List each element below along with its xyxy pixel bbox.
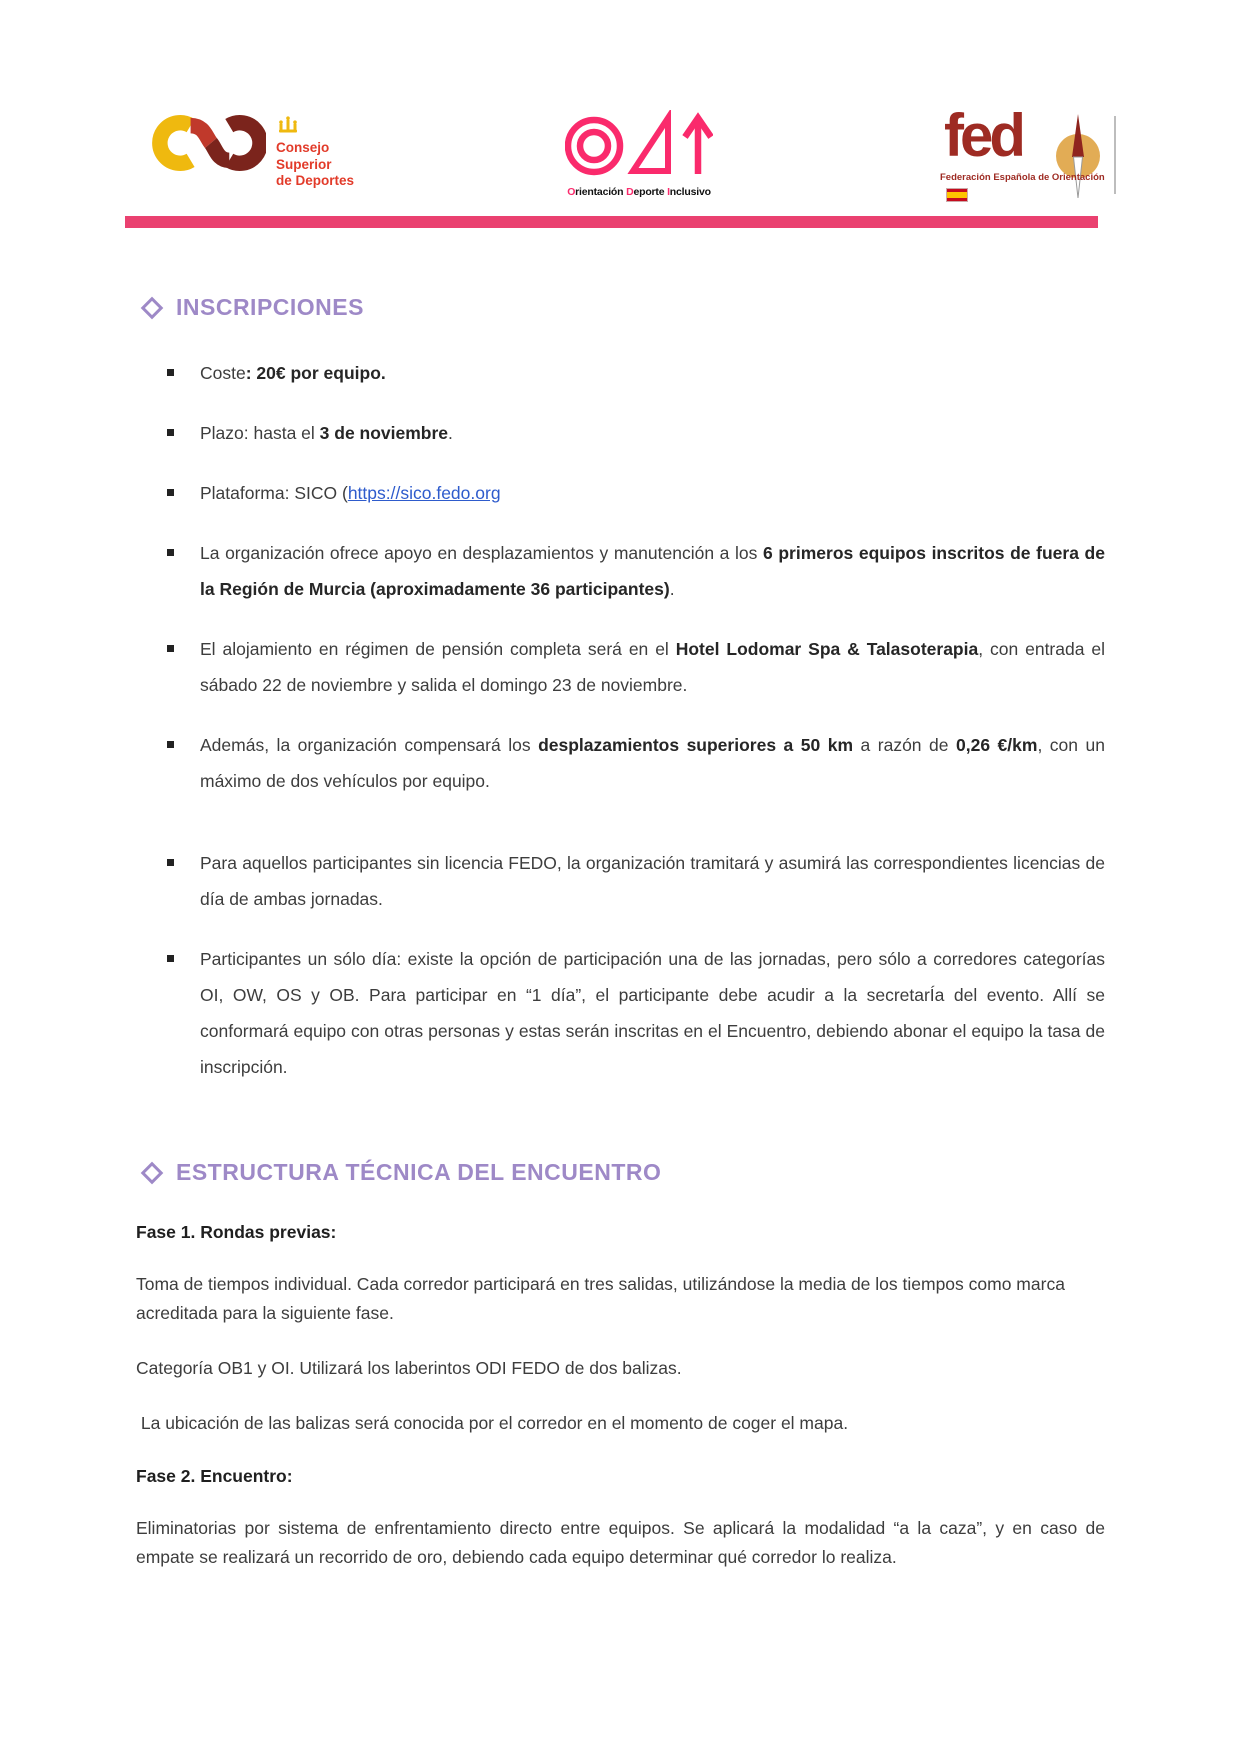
csd-mark-icon — [150, 114, 266, 172]
paragraph: Toma de tiempos individual. Cada corredor participará en tres salidas, utilizándose la media de los tiempos como marca acreditada para la siguiente fase. — [136, 1274, 1065, 1323]
header-rule — [125, 216, 1098, 228]
text-segment: Participantes un sólo día: existe la opción de participación una de las jornadas, pero sólo a corredores categorías OI, OW, OS y OB. Para participar en “1 día”, el participante debe acudir a la secretarÍa del evento. Allí se conformará equipo con otras personas y estas serán inscritas en el Encuentro, debiendo abonar el equipo la tasa de inscripción. — [200, 949, 1105, 1077]
paragraph: La ubicación de las balizas será conocida por el corredor en el momento de coger el mapa. — [136, 1413, 849, 1433]
text-segment: 0,26 €/km — [956, 735, 1038, 755]
text-segment: eporte — [633, 186, 668, 198]
bullet-square-icon — [167, 549, 174, 556]
text-segment: O — [567, 186, 576, 198]
bullet-square-icon — [167, 741, 174, 748]
bullet-item — [136, 535, 1105, 607]
bullet-item — [136, 631, 1105, 703]
section-title-text: ESTRUCTURA TÉCNICA DEL ENCUENTRO — [176, 1159, 662, 1185]
text-segment: , con entrada el sábado 22 de noviembre y salida el domingo 23 de noviembre. — [200, 639, 1105, 695]
header-separator-line — [1114, 116, 1116, 194]
section-title-text: INSCRIPCIONES — [176, 294, 364, 320]
text-segment: 6 primeros equipos inscritos de fuera de la Región de Murcia (aproximadamente 36 participantes) — [200, 543, 1105, 599]
text-segment: El alojamiento en régimen de pensión completa será en el — [200, 639, 676, 659]
text-segment: a razón de — [853, 735, 956, 755]
document-body — [136, 294, 1105, 1592]
bullet-square-icon — [167, 859, 174, 866]
bullet-item — [136, 941, 1105, 1085]
bullet-text — [200, 639, 1105, 695]
bullet-item — [136, 727, 1105, 799]
phase-heading: Fase 1. Rondas previas: — [136, 1222, 337, 1242]
bullet-text — [200, 423, 453, 443]
bullet-text — [200, 853, 1105, 909]
bullet-item — [136, 475, 1105, 511]
text-segment: , con un máximo de dos vehículos por equipo. — [200, 735, 1105, 791]
paragraph: Eliminatorias por sistema de enfrentamiento directo entre equipos. Se aplicará la modalidad “a la caza”, y en caso de empate se realizará un recorrido de oro, debiendo cada equipo determinar qué corredor lo realiza. — [136, 1518, 1105, 1567]
odi-symbol-icon — [565, 110, 713, 180]
text-segment: nclusivo — [669, 186, 711, 198]
crown-icon — [276, 116, 300, 134]
text-segment: Plataforma: SICO ( — [200, 483, 348, 503]
text-segment: desplazamientos superiores a 50 km — [538, 735, 854, 755]
csd-caption-line: Consejo — [276, 140, 330, 155]
bullet-text — [200, 483, 501, 503]
text-segment: . — [669, 579, 675, 599]
text-segment: rientación — [575, 186, 627, 198]
diamond-icon — [141, 1161, 164, 1184]
odi-logo — [561, 110, 717, 198]
bullet-text — [200, 363, 386, 383]
section-title-inscripciones — [136, 294, 1105, 321]
text-segment: Coste — [200, 363, 246, 383]
inline-link[interactable]: https://sico.fedo.org — [347, 483, 501, 503]
page-header — [0, 0, 1241, 240]
inscripciones-list — [136, 355, 1105, 1085]
text-segment: Para aquellos participantes sin licencia FEDO, la organización tramitará y asumirá las correspondientes licencias de día de ambas jornadas. — [200, 853, 1105, 909]
text-segment: Además, la organización compensará los — [200, 735, 539, 755]
bullet-text — [200, 543, 1105, 599]
bullet-text — [200, 949, 1105, 1077]
csd-caption-line: Superior — [276, 156, 332, 172]
text-segment: 3 de noviembre — [319, 423, 449, 443]
text-segment: 20€ por equipo. — [256, 363, 386, 383]
bullet-square-icon — [167, 489, 174, 496]
phase-heading: Fase 2. Encuentro: — [136, 1466, 293, 1486]
bullet-item — [136, 415, 1105, 451]
text-segment: Plazo: hasta el — [200, 423, 320, 443]
csd-caption-line: de Deportes — [276, 173, 355, 188]
csd-logo — [150, 114, 354, 189]
section-title-estructura — [136, 1159, 1105, 1186]
bullet-square-icon — [167, 645, 174, 652]
bullet-text — [200, 735, 1105, 791]
paragraph: Categoría OB1 y OI. Utilizará los laberintos ODI FEDO de dos balizas. — [136, 1358, 682, 1378]
text-segment: Hotel Lodomar Spa & Talasoterapia — [675, 639, 979, 659]
diamond-icon — [141, 296, 164, 319]
csd-text-block — [276, 116, 354, 189]
text-segment: : — [245, 363, 257, 383]
text-segment: I — [667, 186, 670, 198]
fedo-compass-icon — [1052, 110, 1104, 202]
text-segment: La organización ofrece apoyo en desplazamientos y manutención a los — [200, 543, 764, 563]
spain-flag-icon — [946, 188, 968, 202]
text-segment: . — [448, 423, 453, 443]
bullet-square-icon — [167, 955, 174, 962]
bullet-square-icon — [167, 429, 174, 436]
bullet-square-icon — [167, 369, 174, 376]
text-segment: D — [626, 186, 634, 198]
bullet-item — [136, 355, 1105, 391]
odi-caption — [561, 186, 717, 198]
bullet-item — [136, 845, 1105, 917]
fedo-logo — [940, 102, 1124, 206]
fedo-caption: Federación Española de Orientación — [940, 172, 1105, 183]
fedo-wordmark: fed — [944, 102, 1022, 169]
